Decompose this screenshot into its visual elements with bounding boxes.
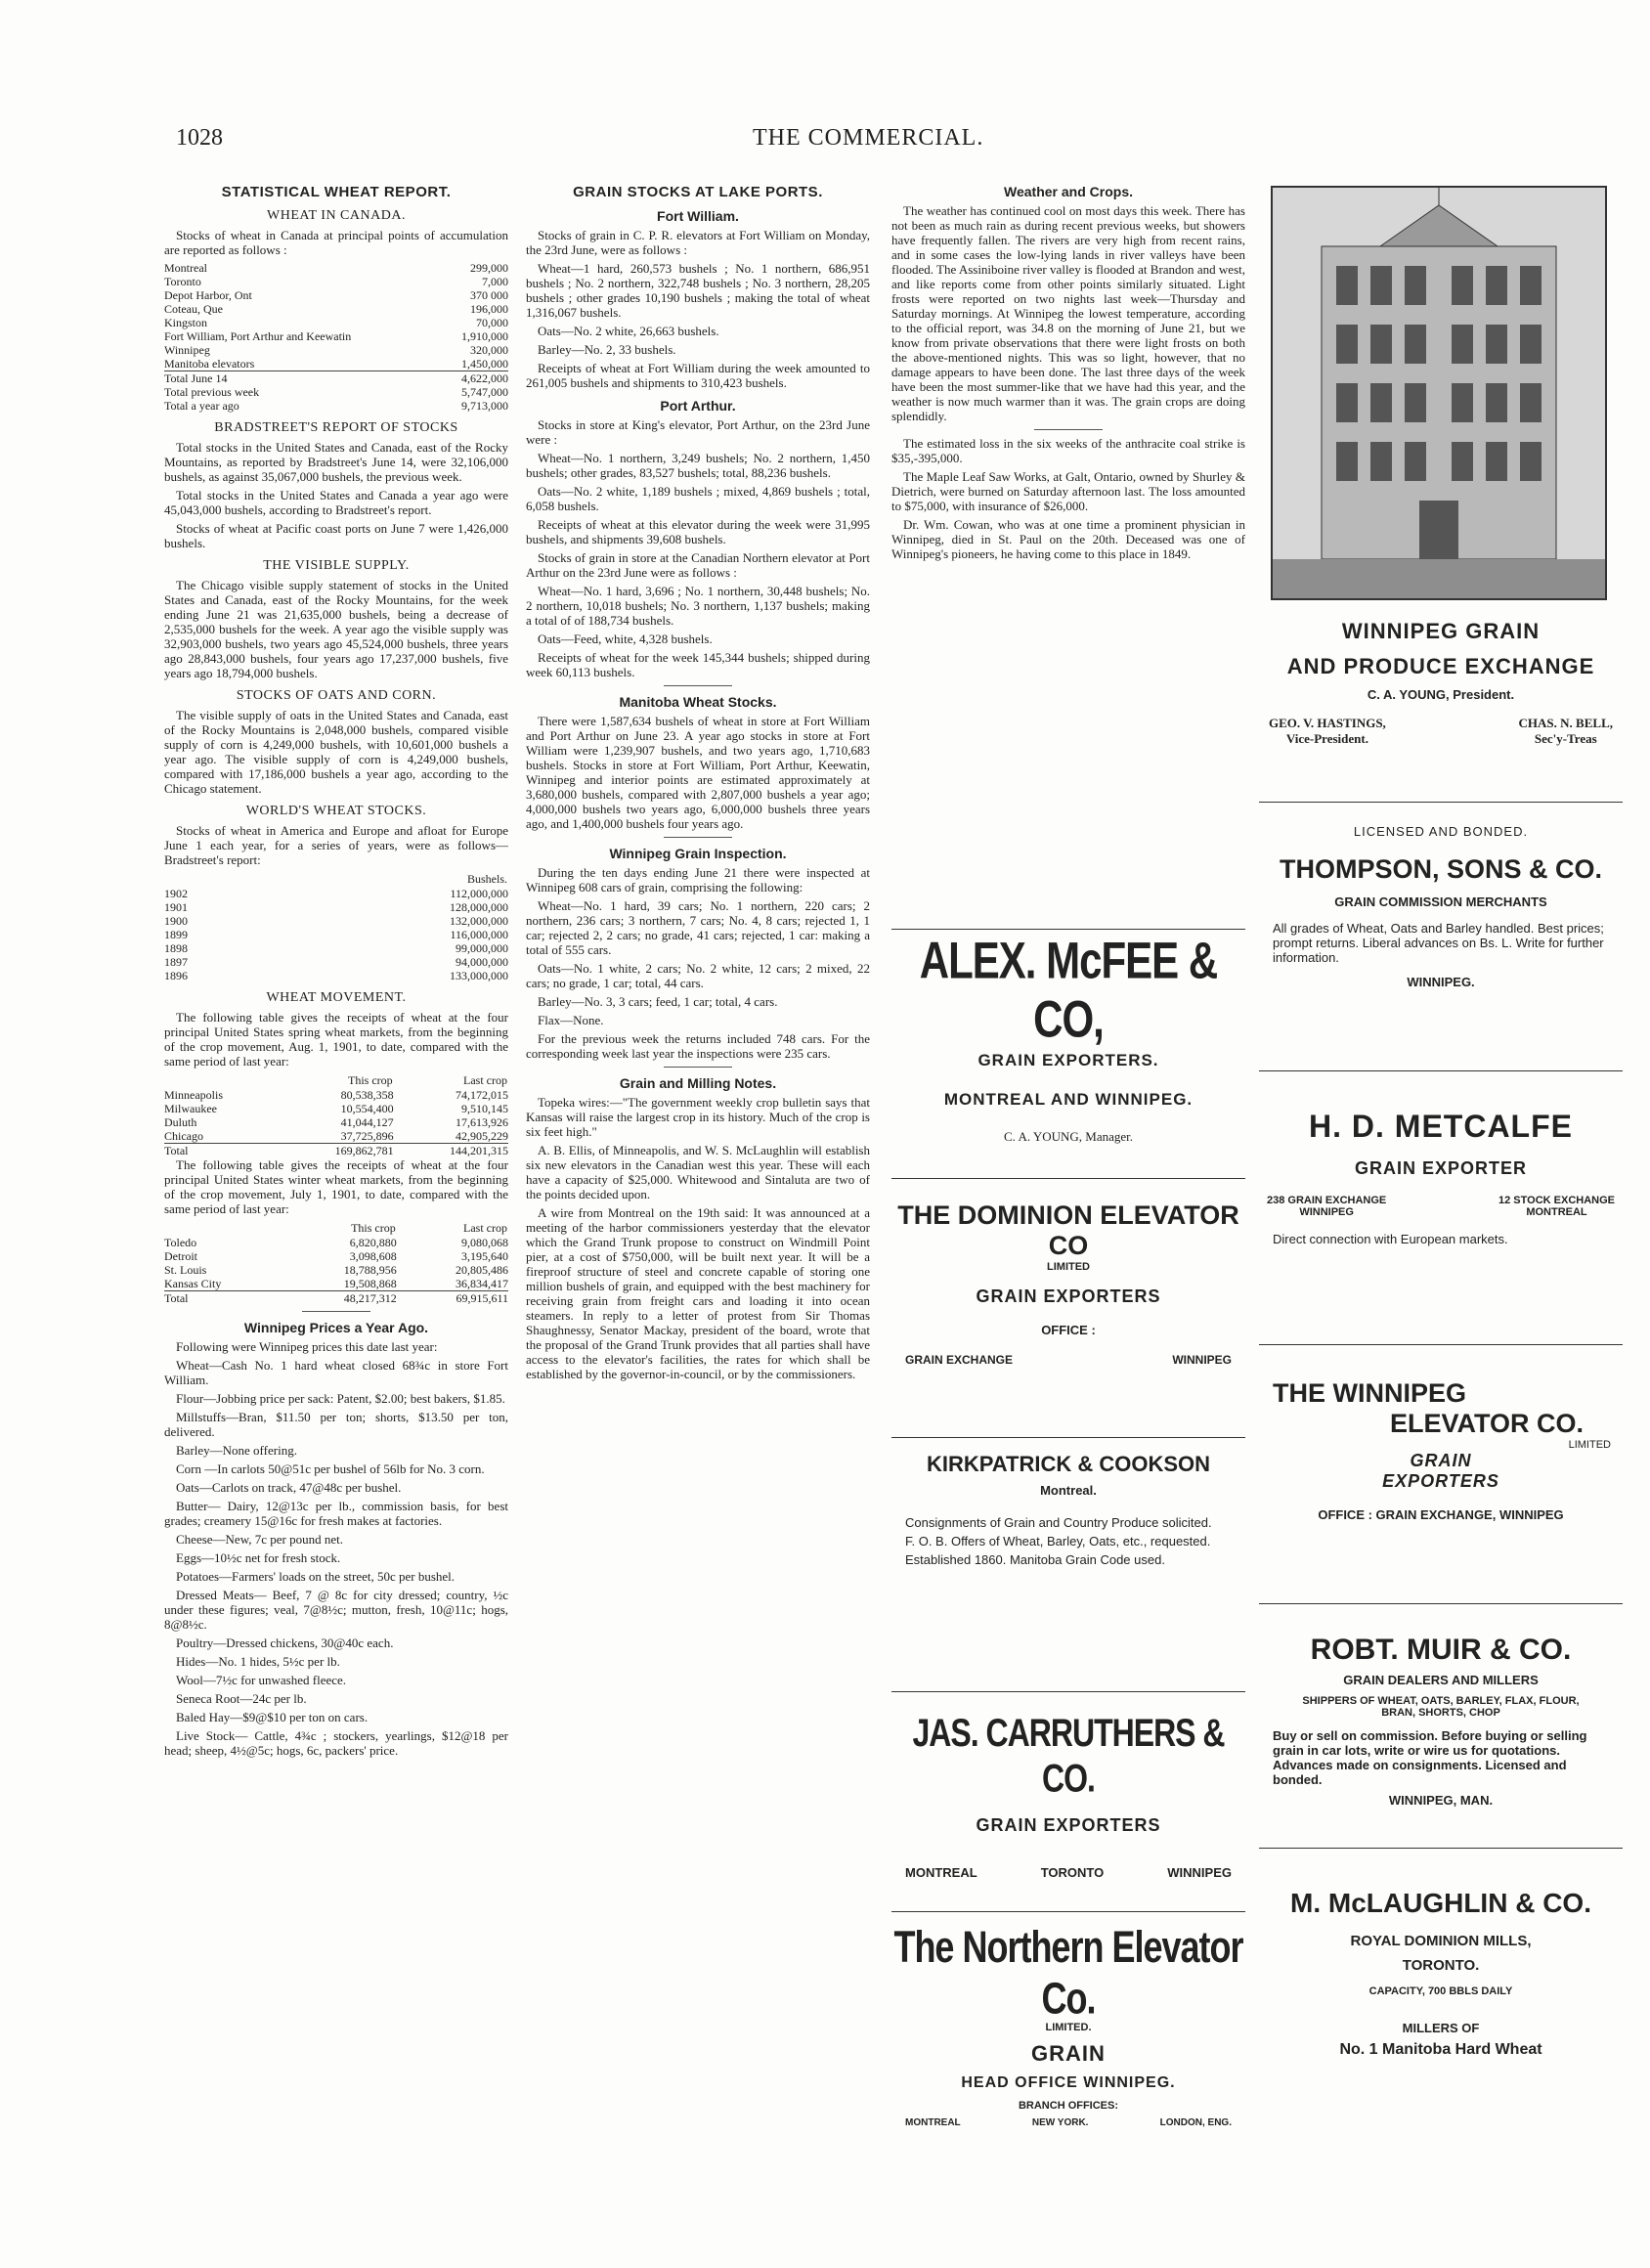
exchange-vp-name: GEO. V. HASTINGS,	[1269, 716, 1386, 730]
carruthers-c3: WINNIPEG	[1167, 1865, 1232, 1880]
page-header	[176, 125, 1564, 160]
prices-p: Poultry—Dressed chickens, 30@40c each.	[176, 1636, 394, 1650]
metcalfe-name: H. D. METCALFE	[1309, 1109, 1573, 1144]
ad-muir	[1259, 1603, 1623, 1839]
thompson-p: All grades of Wheat, Oats and Barley handled. Best prices; prompt returns. Liberal advances on Bs. L. Write for further information.	[1273, 921, 1604, 965]
movement-heading: WHEAT MOVEMENT.	[266, 990, 407, 1005]
statistical-heading: STATISTICAL WHEAT REPORT.	[221, 184, 452, 200]
winnelev-name1: THE WINNIPEG	[1273, 1378, 1467, 1408]
ad-mcfee	[891, 929, 1245, 1174]
wgi-p: Wheat—No. 1 hard, 39 cars; No. 1 northern, 220 cars; 2 northern, 236 cars; 3 northern, 7 cars; No. 4, 8 cars; rejected 1, 1 car; rejected 2, 2 cars; no grade, 41 cars; rejected, 1 car: making a total of 555 cars.	[526, 898, 870, 957]
port-arthur-heading: Port Arthur.	[660, 398, 736, 414]
muir-p: Buy or sell on commission. Before buying or selling grain in car lots, write or wire us for quotations. Advances made on consignments. Licensed and bonded.	[1273, 1728, 1587, 1787]
prices-p: Potatoes—Farmers' loads on the street, 50c per bushel.	[176, 1569, 456, 1584]
wgi-p: Flax—None.	[538, 1013, 604, 1027]
muir-line1: GRAIN DEALERS AND MILLERS	[1343, 1673, 1539, 1687]
table-row: 1902 112,000,000	[164, 887, 508, 900]
fw-p: Stocks of grain in C. P. R. elevators at Fort William on Monday, the 23rd June, were as follows :	[526, 228, 870, 257]
gmn-p: A. B. Ellis, of Minneapolis, and W. S. McLaughlin will establish six new elevators in the Canadian west this year. These will each have a capacity of $25,000. Whitewood and Sintaluta are two of the points decided upon.	[526, 1143, 870, 1201]
milling-notes-heading: Grain and Milling Notes.	[619, 1075, 777, 1091]
grain-inspection-heading: Winnipeg Grain Inspection.	[609, 846, 787, 861]
wgi-p: Oats—No. 1 white, 2 cars; No. 2 white, 12 cars; 2 mixed, 22 cars; no grade, 1 car; total, 44 cars.	[526, 961, 870, 990]
prices-p: Hides—No. 1 hides, 5½c per lb.	[176, 1654, 340, 1669]
prices-p: Oats—Carlots on track, 47@48c per bushel.	[176, 1480, 402, 1495]
table-row: Coteau, Que 196,000	[164, 302, 508, 316]
table-row: Manitoba elevators 1,450,000	[164, 357, 508, 371]
table-row: Duluth 41,044,127 17,613,926	[164, 1115, 508, 1129]
prices-p: Butter— Dairy, 12@13c per lb., commission basis, for best grades; creamery 15@16c for fresh makes at factories.	[164, 1499, 508, 1528]
northern-limited: LIMITED.	[1045, 2022, 1092, 2033]
prices-p: Live Stock— Cattle, 4¾c ; stockers, yearlings, $12@18 per head; sheep, 4½@5c; hogs, 6c, packers' price.	[164, 1728, 508, 1758]
table-row: Montreal 299,000	[164, 261, 508, 275]
dominion-line2: OFFICE :	[1041, 1323, 1096, 1337]
movement-p1: The following table gives the receipts of wheat at the four principal United States spring wheat markets, from the beginning of the crop movement, Aug. 1, 1901, to date, compared with the same period of last year:	[164, 1010, 508, 1069]
fw-p: Receipts of wheat at Fort William during the week amounted to 261,005 bushels and shipments to 310,423 bushels.	[526, 361, 870, 390]
prices-p: Wheat—Cash No. 1 hard wheat closed 68¾c in store Fort William.	[164, 1358, 508, 1387]
metcalfe-line1: GRAIN EXPORTER	[1354, 1158, 1528, 1178]
prices-heading: Winnipeg Prices a Year Ago.	[243, 1320, 429, 1335]
kirk-p1: Consignments of Grain and Country Produce solicited.	[905, 1515, 1212, 1530]
northern-name: The Northern Elevator Co.	[893, 1921, 1243, 2024]
table-row: Total 169,862,781 144,201,315	[164, 1144, 508, 1157]
kirk-p2: F. O. B. Offers of Wheat, Barley, Oats, etc., requested.	[905, 1534, 1211, 1548]
winnelev-office: OFFICE : GRAIN EXCHANGE, WINNIPEG	[1318, 1507, 1564, 1522]
oats-heading: STOCKS OF OATS AND CORN.	[236, 688, 437, 703]
table-row: 1901 128,000,000	[164, 900, 508, 914]
weather-paragraph: The weather has continued cool on most days this week. There has not been as much rain as during recent previous weeks, but showers have frequently fallen. The rivers are very high from recent rains, and in some cases the low-lying lands in river valleys have been flooded. The Assiniboine river valley is flooded at Brandon and west, and like reports come from other points similarly situated. Light frosts were reported on two nights last week—Thursday and Saturday mornings. At Winnipeg the lowest temperature, according to the official report, was 34.8 on the morning of June 21, but we know from private observations that there were light frosts on both the above-mentioned nights. This was so light, however, that no damage appears to have been done. The last three days of the week have been the most summer-like that we have had this year, and the weather is now much warmer than it was. The grain crops are doing splendidly.	[891, 203, 1245, 423]
kirk-name: KIRKPATRICK & COOKSON	[926, 1452, 1211, 1476]
page-title: THE COMMERCIAL.	[753, 125, 984, 151]
prices-p: Flour—Jobbing price per sack: Patent, $2.00; best bakers, $1.85.	[176, 1391, 505, 1406]
oats-paragraph: The visible supply of oats in the United States and Canada, east of the Rocky Mountains is 2,048,000 bushels, compared visible supply of corn is 4,249,000 bushels, with 10,601,000 bushels a year ago. The visible supply of corn is 4,249,000 bushels, compared with 17,186,000 bushels a year ago, according to the Chicago statement.	[164, 708, 508, 796]
table-row: Chicago 37,725,896 42,905,229	[164, 1129, 508, 1143]
prices-p: Wool—7½c for unwashed fleece.	[176, 1673, 347, 1687]
prices-p: Eggs—10½c net for fresh stock.	[176, 1550, 341, 1565]
northern-c1: MONTREAL	[905, 2117, 961, 2128]
mclaughlin-line2: TORONTO.	[1402, 1957, 1480, 1974]
ad-mclaughlin	[1259, 1848, 1623, 2161]
wgi-p: Barley—No. 3, 3 cars; feed, 1 car; total, 4 cars.	[538, 994, 778, 1009]
dominion-line1: GRAIN EXPORTERS	[976, 1287, 1161, 1306]
carruthers-c2: TORONTO	[1040, 1865, 1105, 1880]
mclaughlin-line4: No. 1 Manitoba Hard Wheat	[1339, 2041, 1542, 2058]
building-engraving	[1273, 188, 1605, 598]
ad-dominion	[891, 1178, 1245, 1428]
mcfee-line3: C. A. YOUNG, Manager.	[1003, 1129, 1134, 1144]
exchange-pres: C. A. YOUNG, President.	[1367, 687, 1515, 702]
table-row: Minneapolis 80,538,358 74,172,015	[164, 1088, 508, 1102]
northern-branch: BRANCH OFFICES:	[1018, 2100, 1119, 2112]
prices-p: Cheese—New, 7c per pound net.	[176, 1532, 343, 1547]
page-number: 1028	[176, 125, 223, 151]
pa-p: Wheat—No. 1 northern, 3,249 bushels; No. 2 northern, 1,450 bushels; other grades, 83,527 bushels; total, 88,236 bushels.	[526, 451, 870, 480]
world-paragraph: Stocks of wheat in America and Europe and afloat for Europe June 1 each year, for a series of years, were as follows— Bradstreet's report:	[164, 823, 508, 867]
prices-p: Dressed Meats— Beef, 7 @ 8c for city dressed; country, ½c under these figures; veal, 7@8½c; mutton, fresh, 10@11c; hogs, 8@8½c.	[164, 1588, 508, 1632]
ad-carruthers	[891, 1691, 1245, 1907]
carruthers-c1: MONTREAL	[905, 1865, 977, 1880]
exchange-sec-name: CHAS. N. BELL,	[1518, 716, 1613, 730]
dominion-left: GRAIN EXCHANGE	[905, 1353, 1014, 1367]
mclaughlin-name: M. McLAUGHLIN & CO.	[1290, 1888, 1591, 1918]
prices-p: Millstuffs—Bran, $11.50 per ton; shorts, $13.50 per ton, delivered.	[164, 1410, 508, 1439]
muir-line2: SHIPPERS OF WHEAT, OATS, BARLEY, FLAX, FLOUR, BRAN, SHORTS, CHOP	[1302, 1695, 1580, 1719]
carruthers-name: JAS. CARRUTHERS & CO.	[912, 1710, 1225, 1800]
weather-heading: Weather and Crops.	[1004, 184, 1133, 199]
table-row: Total previous week 5,747,000	[164, 385, 508, 399]
exchange-name2: AND PRODUCE EXCHANGE	[1286, 654, 1595, 678]
bushels-label: Bushels.	[466, 872, 507, 886]
muir-name: ROBT. MUIR & CO.	[1310, 1634, 1572, 1666]
fw-p: Oats—No. 2 white, 26,663 bushels.	[538, 324, 719, 338]
bradstreet-heading: BRADSTREET'S REPORT OF STOCKS	[214, 420, 458, 435]
exchange-name1: WINNIPEG GRAIN	[1341, 619, 1541, 643]
wheat-canada-heading: WHEAT IN CANADA.	[267, 208, 406, 223]
table-row: Kingston 70,000	[164, 316, 508, 329]
exchange-building-illustration	[1271, 186, 1607, 600]
mcfee-name: ALEX. McFEE & CO,	[919, 932, 1218, 1048]
metcalfe-r-a: 12 STOCK EXCHANGE	[1498, 1195, 1615, 1206]
table-row: Toledo 6,820,880 9,080,068	[164, 1236, 508, 1249]
mclaughlin-line3: MILLERS OF	[1402, 2021, 1480, 2035]
kirk-city: Montreal.	[1040, 1483, 1097, 1498]
mclaughlin-cap: CAPACITY, 700 BBLS DAILY	[1368, 1985, 1513, 1997]
table-row: St. Louis 18,788,956 20,805,486	[164, 1263, 508, 1277]
note-p: The estimated loss in the six weeks of the anthracite coal strike is $35,-395,000.	[891, 436, 1245, 465]
winnelev-line2: EXPORTERS	[1382, 1471, 1499, 1491]
mws-p: There were 1,587,634 bushels of wheat in store at Fort William and Port Arthur on June 23. A year ago stocks in store at Fort William were 1,239,907 bushels, and two years ago, 1,710,683 bushels. Stocks in store at Fort William, Port Arthur, Keewatin, Winnipeg and interior points are estimated approximately at 3,680,000 bushels, compared with 2,807,000 bushels a year ago; 4,000,000 bushels two years ago, 6,000,000 bushels three years ago, and 1,400,000 bushels four years ago.	[526, 714, 870, 831]
metcalfe-r-b: MONTREAL	[1526, 1206, 1587, 1218]
prices-p: Baled Hay—$9@$10 per ton on cars.	[176, 1710, 369, 1724]
dominion-right: WINNIPEG	[1172, 1353, 1232, 1367]
table-row: Fort William, Port Arthur and Keewatin 1,910,000	[164, 329, 508, 343]
northern-c3: LONDON, ENG.	[1159, 2117, 1232, 2128]
pa-p: Wheat—No. 1 hard, 3,696 ; No. 1 northern, 30,448 bushels; No. 2 northern, 10,018 bushels; No. 3 northern, 1,137 bushels; making a total of of 188,734 bushels.	[526, 584, 870, 628]
table-row: Toronto 7,000	[164, 275, 508, 288]
bradstreet-p1: Total stocks in the United States and Canada, east of the Rocky Mountains, as reported by Bradstreet's June 14, were 32,106,000 bushels, as against 35,067,000 bushels, the previous week.	[164, 440, 508, 484]
table-row: 1898 99,000,000	[164, 941, 508, 955]
table-row: 1900 132,000,000	[164, 914, 508, 928]
bradstreet-p3: Stocks of wheat at Pacific coast ports on June 7 were 1,426,000 bushels.	[164, 521, 508, 550]
manitoba-stocks-heading: Manitoba Wheat Stocks.	[619, 694, 777, 710]
metcalfe-l-b: WINNIPEG	[1299, 1206, 1354, 1218]
spring-wheat-table: This crop Last crop Minneapolis 80,538,358 74,172,015 Milwaukee 10,554,400 9,510,145 Duluth 41,044,127 17,613,926 Chicago 37,725,896 42,905,229 Total 169,862,781 144,201,315	[164, 1073, 508, 1157]
table-row: Total a year ago 9,713,000	[164, 399, 508, 413]
ad-northern	[891, 1911, 1245, 2157]
winnelev-limited: LIMITED	[1568, 1439, 1611, 1451]
note-p: The Maple Leaf Saw Works, at Galt, Ontario, owned by Shurley & Dietrich, were burned on Saturday afternoon last. The loss amounted to $75,000, with insurance of $26,000.	[891, 469, 1245, 513]
wheat-canada-table	[164, 261, 508, 413]
northern-line2: HEAD OFFICE WINNIPEG.	[961, 2074, 1176, 2091]
dominion-name: THE DOMINION ELEVATOR CO	[897, 1200, 1239, 1260]
bradstreet-p2: Total stocks in the United States and Canada a year ago were 45,043,000 bushels, according to Bradstreet's report.	[164, 488, 508, 517]
world-heading: WORLD'S WHEAT STOCKS.	[245, 804, 427, 818]
pa-p: Oats—Feed, white, 4,328 bushels.	[538, 632, 713, 646]
dominion-limited: LIMITED	[1047, 1261, 1090, 1273]
exchange-sec-title: Sec'y-Treas	[1534, 731, 1597, 746]
muir-city: WINNIPEG, MAN.	[1388, 1793, 1494, 1808]
northern-c2: NEW YORK.	[1031, 2117, 1089, 2128]
world-table	[164, 871, 508, 982]
gmn-p: A wire from Montreal on the 19th said: It was announced at a meeting of the harbor commissioners yesterday that the elevator which the Grand Trunk propose to construct on Windmill Point pier, at a cost of $750,000, will be built next year. It will be a fireproof structure of steel and concrete capable of storing one million bushels of grain, and equipped with the best machinery for receiving grain from freight cars and loading it into ocean steamers. In reply to a letter of protest from Sir Thomas Shaughnessy, Senator Mackay, president of the board, wrote that the proposal of the Grand Trunk provides that all parties shall have access to the elevator's facilities, the rates for which shall be established by the governor-in-council, or by the commissioners.	[526, 1205, 870, 1381]
table-row: Total June 14 4,622,000	[164, 371, 508, 385]
visible-paragraph: The Chicago visible supply statement of stocks in the United States and Canada, east of the Rocky Mountains, for the week ending June 21 was 21,635,000 bushels, being a decrease of 2,535,000 bushels for the week. A year ago the visible supply was 32,903,000 bushels, two years ago 45,524,000 bushels, three years ago 28,843,000 bushels, four years ago 17,237,000 bushels, five years ago 18,794,000 bushels.	[164, 578, 508, 680]
mcfee-line1: GRAIN EXPORTERS.	[977, 1051, 1159, 1069]
exchange-vp-title: Vice-President.	[1285, 731, 1368, 746]
wgi-p: During the ten days ending June 21 there were inspected at Winnipeg 608 cars of grain, comprising the following:	[526, 865, 870, 894]
table-row: Total 48,217,312 69,915,611	[164, 1291, 508, 1305]
ad-winnipeg-elevator	[1259, 1344, 1623, 1594]
winter-wheat-table: This crop Last crop Toledo 6,820,880 9,080,068 Detroit 3,098,608 3,195,640 St. Louis 18,788,956 20,805,486 Kansas City 19,508,868 36,834,417 Total 48,217,312 69,915,611	[164, 1221, 508, 1305]
metcalfe-p: Direct connection with European markets.	[1273, 1232, 1508, 1246]
northern-line1: GRAIN	[1031, 2041, 1106, 2066]
mclaughlin-line1: ROYAL DOMINION MILLS,	[1350, 1933, 1532, 1949]
pa-p: Receipts of wheat at this elevator during the week were 31,995 bushels, and shipments 39,608 bushels.	[526, 517, 870, 546]
ad-thompson	[1259, 802, 1623, 1067]
lake-ports-heading: GRAIN STOCKS AT LAKE PORTS.	[573, 184, 823, 200]
movement-p2: The following table gives the receipts of wheat at the four principal United States winter wheat markets, from the beginning of the crop movement, July 1, 1901, to date, compared with the same period of last year:	[164, 1157, 508, 1216]
winnelev-line1: GRAIN	[1410, 1451, 1472, 1470]
wgi-p: For the previous week the returns included 748 cars. For the corresponding week last year the inspections were 235 cars.	[526, 1031, 870, 1061]
prices-p: Seneca Root—24c per lb.	[176, 1691, 307, 1706]
table-row: Depot Harbor, Ont 370 000	[164, 288, 508, 302]
table-row: 1899 116,000,000	[164, 928, 508, 941]
pa-p: Receipts of wheat for the week 145,344 bushels; shipped during week 60,113 bushels.	[526, 650, 870, 679]
ad-metcalfe	[1259, 1070, 1623, 1335]
note-p: Dr. Wm. Cowan, who was at one time a prominent physician in Winnipeg, died in St. Paul on the 20th. Deceased was one of Winnipeg's pioneers, he having come to this place in 1849.	[891, 517, 1245, 561]
fort-william-heading: Fort William.	[657, 208, 739, 224]
column-lake-ports	[526, 176, 870, 2209]
table-row: Kansas City 19,508,868 36,834,417	[164, 1277, 508, 1290]
table-row: Milwaukee 10,554,400 9,510,145	[164, 1102, 508, 1115]
mcfee-line2: MONTREAL AND WINNIPEG.	[943, 1090, 1194, 1109]
prices-p: Following were Winnipeg prices this date last year:	[176, 1339, 438, 1354]
table-row: Detroit 3,098,608 3,195,640	[164, 1249, 508, 1263]
ad-exchange	[1259, 601, 1623, 797]
pa-p: Oats—No. 2 white, 1,189 bushels ; mixed, 4,869 bushels ; total, 6,058 bushels.	[526, 484, 870, 513]
table-row: Winnipeg 320,000	[164, 343, 508, 357]
gmn-p: Topeka wires:—"The government weekly crop bulletin says that Kansas will raise the largest crop in its history. Much of the crop is six feet high."	[526, 1095, 870, 1139]
wheat-canada-intro: Stocks of wheat in Canada at principal points of accumulation are reported as follows :	[164, 228, 508, 257]
thompson-line1: GRAIN COMMISSION MERCHANTS	[1334, 894, 1547, 909]
thompson-city: WINNIPEG.	[1407, 975, 1475, 989]
fw-p: Wheat—1 hard, 260,573 bushels ; No. 1 northern, 686,951 bushels ; No. 2 northern, 322,748 bushels ; No. 3 northern, 28,205 bushels ; other grades 10,190 bushels ; making the total of wheat 1,316,067 bushels.	[526, 261, 870, 320]
ad-kirkpatrick	[891, 1437, 1245, 1682]
kirk-p3: Established 1860. Manitoba Grain Code used.	[905, 1552, 1165, 1567]
prices-p: Barley—None offering.	[176, 1443, 297, 1458]
fw-p: Barley—No. 2, 33 bushels.	[538, 342, 676, 357]
prices-p: Corn —In carlots 50@51c per bushel of 56lb for No. 3 corn.	[176, 1461, 485, 1476]
column-statistics	[164, 176, 508, 2229]
metcalfe-l-a: 238 GRAIN EXCHANGE	[1267, 1195, 1387, 1206]
table-row: 1896 133,000,000	[164, 969, 508, 982]
visible-heading: THE VISIBLE SUPPLY.	[263, 558, 410, 573]
carruthers-line1: GRAIN EXPORTERS	[976, 1815, 1161, 1835]
pa-p: Stocks of grain in store at the Canadian Northern elevator at Port Arthur on the 23rd June were as follows :	[526, 550, 870, 580]
thompson-name: THOMPSON, SONS & CO.	[1279, 854, 1603, 884]
column-weather	[891, 176, 1245, 1036]
thompson-top: LICENSED AND BONDED.	[1353, 824, 1529, 839]
winnelev-name2: ELEVATOR CO.	[1389, 1409, 1584, 1438]
pa-p: Stocks in store at King's elevator, Port Arthur, on the 23rd June were :	[526, 417, 870, 447]
table-row: 1897 94,000,000	[164, 955, 508, 969]
